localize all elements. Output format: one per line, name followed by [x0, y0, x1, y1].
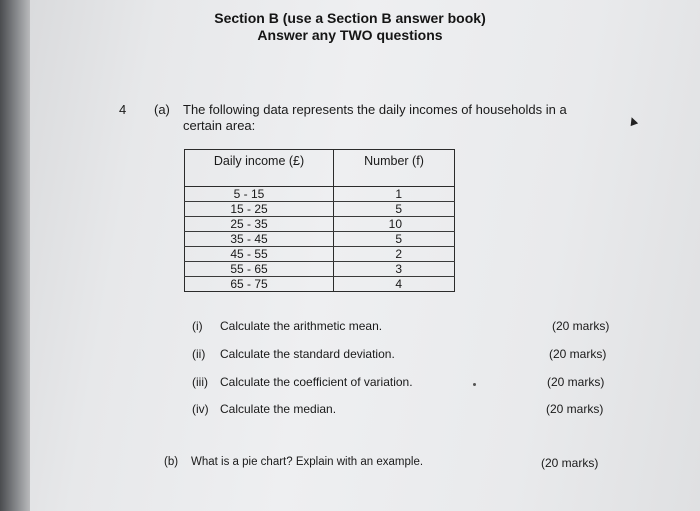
subquestion-iii-marks: (20 marks) [547, 375, 605, 389]
section-title: Section B (use a Section B answer book) [214, 10, 486, 26]
table-row [185, 187, 455, 202]
subquestion-iv-text: Calculate the median. [220, 402, 337, 416]
income-class: 5 - 15 [185, 187, 334, 202]
part-b-marks: (20 marks) [541, 456, 599, 470]
frequency: 5 [334, 202, 455, 217]
paper-speck [473, 383, 476, 386]
table-row [185, 217, 455, 232]
frequency: 1 [334, 187, 455, 202]
table-row [185, 262, 455, 277]
part-b-text: What is a pie chart? Explain with an example. [191, 456, 424, 468]
table-row [185, 202, 455, 217]
subquestion-i-marks: (20 marks) [552, 319, 610, 333]
income-class: 25 - 35 [185, 217, 334, 232]
part-a-text: The following data represents the daily incomes of households in a certain area: [183, 102, 567, 133]
subquestion-ii-marks: (20 marks) [549, 347, 607, 361]
subquestion-i-number: (i) [192, 319, 203, 333]
subquestion-iv-marks: (20 marks) [546, 402, 604, 416]
subquestion-iii-text: Calculate the coefficient of variation. [220, 375, 413, 389]
income-class: 45 - 55 [185, 247, 334, 262]
question-number: 4 [119, 102, 127, 117]
table-header-daily-income: Daily income (£) [185, 150, 334, 187]
frequency: 2 [334, 247, 455, 262]
section-instruction: Answer any TWO questions [257, 27, 443, 43]
income-frequency-table [184, 149, 455, 292]
part-b-label: (b) [164, 456, 179, 468]
income-class: 65 - 75 [185, 277, 334, 292]
table-row [185, 247, 455, 262]
table-header-row [185, 150, 455, 187]
subquestion-i-text: Calculate the arithmetic mean. [220, 319, 383, 333]
income-class: 55 - 65 [185, 262, 334, 277]
subquestion-iii-number: (iii) [192, 375, 208, 389]
subquestion-ii-number: (ii) [192, 347, 206, 361]
frequency: 5 [334, 232, 455, 247]
subquestion-iv-number: (iv) [192, 402, 209, 416]
income-class: 35 - 45 [185, 232, 334, 247]
frequency: 4 [334, 277, 455, 292]
part-a-label: (a) [154, 102, 170, 117]
table-row [185, 232, 455, 247]
subquestion-ii-text: Calculate the standard deviation. [220, 347, 395, 361]
table-header-number: Number (f) [334, 150, 455, 187]
table-row [185, 277, 455, 292]
income-class: 15 - 25 [185, 202, 334, 217]
frequency: 3 [334, 262, 455, 277]
frequency: 10 [334, 217, 455, 232]
paper-left-edge-shadow [0, 0, 30, 511]
